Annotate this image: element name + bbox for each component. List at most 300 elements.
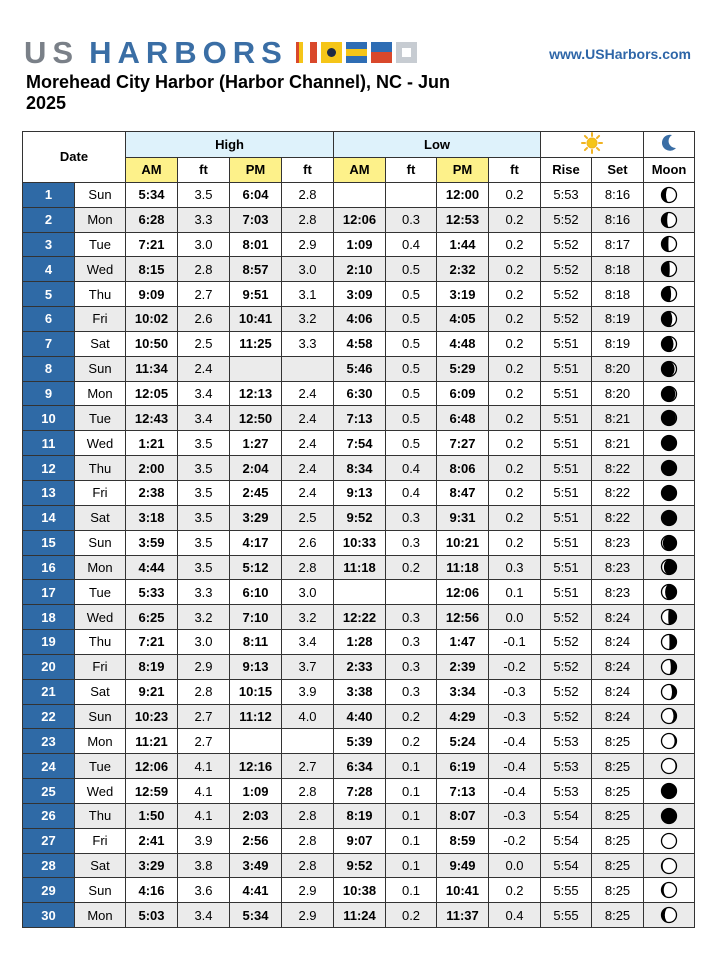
high-pm-height-cell: 2.8 <box>282 803 334 828</box>
table-row <box>23 406 695 431</box>
day-of-week-cell: Wed <box>75 431 126 456</box>
low-pm-time-cell: 5:29 <box>437 356 489 381</box>
low-am-time-cell: 5:46 <box>334 356 386 381</box>
day-of-week-cell: Thu <box>75 630 126 655</box>
high-am-time-cell: 3:59 <box>126 530 178 555</box>
low-am-time-cell: 12:22 <box>334 605 386 630</box>
high-pm-time-cell: 9:51 <box>230 282 282 307</box>
logo-harbors: HARBORS <box>89 34 288 70</box>
moon-phase-cell <box>644 654 695 679</box>
sunset-cell: 8:25 <box>592 754 644 779</box>
day-of-week-cell: Mon <box>75 381 126 406</box>
moon-phase-cell <box>644 505 695 530</box>
high-pm-height-cell: 2.8 <box>282 182 334 207</box>
day-of-week-cell: Mon <box>75 729 126 754</box>
high-pm-height-cell: 2.8 <box>282 207 334 232</box>
page-title: Morehead City Harbor (Harbor Channel), NC - Jun 2025 <box>26 72 451 113</box>
low-pm-time-cell: 10:21 <box>437 530 489 555</box>
moon-phase-cell <box>644 630 695 655</box>
table-row <box>23 580 695 605</box>
low-pm-time-cell: 6:09 <box>437 381 489 406</box>
day-of-week-cell: Fri <box>75 654 126 679</box>
high-am-height-cell: 3.4 <box>178 406 230 431</box>
high-am-time-cell: 9:21 <box>126 679 178 704</box>
moon-phase-icon <box>660 732 678 750</box>
low-pm-height-cell: 0.2 <box>489 530 541 555</box>
high-am-height-cell: 2.7 <box>178 704 230 729</box>
moon-phase-icon <box>660 782 678 800</box>
day-of-week-cell: Sun <box>75 878 126 903</box>
low-pm-time-cell: 9:31 <box>437 505 489 530</box>
table-row <box>23 704 695 729</box>
low-am-height-cell: 0.3 <box>386 530 437 555</box>
low-pm-height-cell: 0.2 <box>489 431 541 456</box>
day-of-week-cell: Thu <box>75 282 126 307</box>
low-am-time-cell <box>334 182 386 207</box>
moon-phase-icon <box>660 583 678 601</box>
low-pm-header: PM <box>437 158 489 183</box>
sunset-cell: 8:25 <box>592 903 644 928</box>
moon-phase-icon <box>660 608 678 626</box>
high-pm-time-cell: 5:12 <box>230 555 282 580</box>
high-pm-time-cell: 4:41 <box>230 878 282 903</box>
high-am-height-cell: 4.1 <box>178 779 230 804</box>
sunrise-cell: 5:54 <box>541 803 592 828</box>
table-row <box>23 505 695 530</box>
table-row <box>23 232 695 257</box>
high-pm-height-cell: 2.4 <box>282 406 334 431</box>
high-am-time-cell: 4:44 <box>126 555 178 580</box>
low-am-height-cell: 0.3 <box>386 505 437 530</box>
low-pm-height-cell: 0.2 <box>489 331 541 356</box>
high-pm-height-cell: 2.9 <box>282 903 334 928</box>
day-number-cell: 12 <box>23 456 75 481</box>
low-pm-height-cell: 0.2 <box>489 257 541 282</box>
low-pm-height-cell: 0.2 <box>489 356 541 381</box>
high-am-height-cell: 2.7 <box>178 282 230 307</box>
high-header: High <box>126 132 334 158</box>
moon-phase-cell <box>644 232 695 257</box>
table-row <box>23 207 695 232</box>
low-am-height-cell: 0.3 <box>386 654 437 679</box>
low-am-height-cell: 0.3 <box>386 605 437 630</box>
low-am-time-cell: 4:40 <box>334 704 386 729</box>
sunrise-cell: 5:54 <box>541 853 592 878</box>
sunrise-cell: 5:55 <box>541 903 592 928</box>
day-number-cell: 25 <box>23 779 75 804</box>
high-am-time-cell: 5:34 <box>126 182 178 207</box>
high-am-time-cell: 7:21 <box>126 630 178 655</box>
low-am-height-cell: 0.4 <box>386 232 437 257</box>
day-number-cell: 17 <box>23 580 75 605</box>
day-number-cell: 1 <box>23 182 75 207</box>
table-row <box>23 654 695 679</box>
day-number-cell: 10 <box>23 406 75 431</box>
low-pm-time-cell: 7:27 <box>437 431 489 456</box>
moon-phase-cell <box>644 331 695 356</box>
table-row <box>23 630 695 655</box>
moon-phase-icon <box>660 832 678 850</box>
low-pm-time-cell: 2:32 <box>437 257 489 282</box>
sunrise-cell: 5:52 <box>541 654 592 679</box>
low-pm-height-cell: 0.2 <box>489 307 541 332</box>
high-pm-time-cell: 10:15 <box>230 679 282 704</box>
high-pm-height-cell: 2.8 <box>282 828 334 853</box>
tide-table <box>22 131 695 928</box>
high-am-height-cell: 3.5 <box>178 505 230 530</box>
sunset-cell: 8:24 <box>592 679 644 704</box>
sunset-cell: 8:19 <box>592 331 644 356</box>
sunset-cell: 8:22 <box>592 456 644 481</box>
low-pm-time-cell: 8:59 <box>437 828 489 853</box>
high-pm-height-cell: 2.8 <box>282 555 334 580</box>
low-pm-height-cell: 0.0 <box>489 605 541 630</box>
moon-phase-cell <box>644 431 695 456</box>
day-of-week-cell: Fri <box>75 828 126 853</box>
sunset-cell: 8:16 <box>592 182 644 207</box>
moon-phase-icon <box>660 857 678 875</box>
sunset-cell: 8:18 <box>592 282 644 307</box>
table-row <box>23 282 695 307</box>
low-pm-height-cell: 0.2 <box>489 182 541 207</box>
high-pm-time-cell: 5:34 <box>230 903 282 928</box>
high-pm-time-cell: 7:10 <box>230 605 282 630</box>
day-of-week-cell: Sat <box>75 679 126 704</box>
sunrise-cell: 5:52 <box>541 605 592 630</box>
low-pm-time-cell: 6:19 <box>437 754 489 779</box>
moon-phase-icon <box>660 285 678 303</box>
low-header: Low <box>334 132 541 158</box>
low-am-height-cell: 0.2 <box>386 903 437 928</box>
moon-phase-icon <box>660 633 678 651</box>
high-am-time-cell: 4:16 <box>126 878 178 903</box>
sunset-cell: 8:20 <box>592 356 644 381</box>
low-pm-height-cell: 0.2 <box>489 456 541 481</box>
moon-phase-cell <box>644 530 695 555</box>
low-pm-time-cell: 8:07 <box>437 803 489 828</box>
high-pm-time-cell: 12:16 <box>230 754 282 779</box>
low-pm-ft-header: ft <box>489 158 541 183</box>
high-am-height-cell: 3.8 <box>178 853 230 878</box>
low-pm-height-cell: 0.2 <box>489 406 541 431</box>
low-pm-time-cell: 11:37 <box>437 903 489 928</box>
day-of-week-cell: Sat <box>75 505 126 530</box>
day-of-week-cell: Mon <box>75 555 126 580</box>
high-am-height-cell: 3.5 <box>178 456 230 481</box>
low-am-time-cell: 9:07 <box>334 828 386 853</box>
sunset-cell: 8:24 <box>592 704 644 729</box>
moon-phase-cell <box>644 257 695 282</box>
moon-phase-cell <box>644 480 695 505</box>
high-am-time-cell: 7:21 <box>126 232 178 257</box>
high-pm-time-cell: 8:11 <box>230 630 282 655</box>
crescent-moon-icon <box>659 133 679 153</box>
table-row <box>23 431 695 456</box>
high-pm-time-cell: 4:17 <box>230 530 282 555</box>
high-pm-time-cell: 9:13 <box>230 654 282 679</box>
high-am-time-cell: 6:25 <box>126 605 178 630</box>
day-of-week-cell: Sun <box>75 182 126 207</box>
table-row <box>23 605 695 630</box>
sunrise-cell: 5:51 <box>541 505 592 530</box>
day-of-week-cell: Fri <box>75 480 126 505</box>
high-am-time-cell: 1:21 <box>126 431 178 456</box>
low-pm-time-cell: 4:48 <box>437 331 489 356</box>
low-am-height-cell: 0.5 <box>386 406 437 431</box>
date-header: Date <box>23 132 126 183</box>
low-am-height-cell: 0.4 <box>386 456 437 481</box>
high-pm-height-cell: 2.4 <box>282 381 334 406</box>
low-pm-height-cell: 0.4 <box>489 903 541 928</box>
high-pm-time-cell: 7:03 <box>230 207 282 232</box>
low-am-height-cell: 0.1 <box>386 754 437 779</box>
high-am-time-cell: 11:34 <box>126 356 178 381</box>
high-pm-height-cell: 3.1 <box>282 282 334 307</box>
high-am-height-cell: 3.3 <box>178 207 230 232</box>
table-row <box>23 903 695 928</box>
low-pm-height-cell: 0.0 <box>489 853 541 878</box>
table-row <box>23 456 695 481</box>
moon-phase-cell <box>644 555 695 580</box>
day-number-cell: 24 <box>23 754 75 779</box>
low-am-time-cell: 2:33 <box>334 654 386 679</box>
day-number-cell: 6 <box>23 307 75 332</box>
day-number-cell: 4 <box>23 257 75 282</box>
ushararbors-logo <box>24 34 417 70</box>
high-am-time-cell: 2:00 <box>126 456 178 481</box>
high-pm-height-cell: 2.9 <box>282 878 334 903</box>
low-pm-height-cell: 0.3 <box>489 555 541 580</box>
table-row <box>23 182 695 207</box>
high-pm-time-cell: 2:04 <box>230 456 282 481</box>
low-pm-height-cell: -0.4 <box>489 729 541 754</box>
low-am-height-cell: 0.1 <box>386 853 437 878</box>
high-am-height-cell: 2.5 <box>178 331 230 356</box>
sunset-cell: 8:19 <box>592 307 644 332</box>
day-number-cell: 11 <box>23 431 75 456</box>
high-pm-time-cell: 2:03 <box>230 803 282 828</box>
sunrise-cell: 5:51 <box>541 431 592 456</box>
sun-header <box>541 132 644 158</box>
sunrise-cell: 5:53 <box>541 754 592 779</box>
table-row <box>23 754 695 779</box>
low-pm-time-cell: 8:47 <box>437 480 489 505</box>
table-row <box>23 853 695 878</box>
table-row <box>23 555 695 580</box>
high-pm-height-cell: 2.5 <box>282 505 334 530</box>
moon-phase-icon <box>660 881 678 899</box>
moon-phase-cell <box>644 580 695 605</box>
low-pm-height-cell: -0.3 <box>489 704 541 729</box>
day-of-week-cell: Sun <box>75 356 126 381</box>
nautical-flags-icon <box>296 42 417 63</box>
sunrise-cell: 5:51 <box>541 555 592 580</box>
low-am-height-cell: 0.3 <box>386 630 437 655</box>
table-row <box>23 828 695 853</box>
sunset-cell: 8:25 <box>592 729 644 754</box>
high-am-time-cell: 9:09 <box>126 282 178 307</box>
high-pm-time-cell: 12:13 <box>230 381 282 406</box>
sunrise-cell: 5:54 <box>541 828 592 853</box>
high-am-height-cell: 3.0 <box>178 630 230 655</box>
high-pm-time-cell: 12:50 <box>230 406 282 431</box>
low-pm-height-cell: -0.4 <box>489 754 541 779</box>
high-pm-time-cell: 1:09 <box>230 779 282 804</box>
low-am-time-cell: 3:09 <box>334 282 386 307</box>
high-am-time-cell: 8:15 <box>126 257 178 282</box>
sunrise-cell: 5:53 <box>541 182 592 207</box>
table-row <box>23 878 695 903</box>
low-pm-time-cell: 12:53 <box>437 207 489 232</box>
high-pm-time-cell: 11:12 <box>230 704 282 729</box>
sunset-cell: 8:21 <box>592 431 644 456</box>
high-am-height-cell: 4.1 <box>178 754 230 779</box>
high-am-height-cell: 2.4 <box>178 356 230 381</box>
sunrise-cell: 5:51 <box>541 381 592 406</box>
high-pm-time-cell: 2:56 <box>230 828 282 853</box>
low-am-time-cell: 10:33 <box>334 530 386 555</box>
high-pm-ft-header: ft <box>282 158 334 183</box>
high-pm-time-cell: 8:01 <box>230 232 282 257</box>
day-of-week-cell: Mon <box>75 903 126 928</box>
high-am-height-cell: 3.5 <box>178 182 230 207</box>
low-am-time-cell: 8:34 <box>334 456 386 481</box>
table-row <box>23 779 695 804</box>
day-of-week-cell: Wed <box>75 605 126 630</box>
high-am-height-cell: 3.0 <box>178 232 230 257</box>
low-pm-time-cell: 11:18 <box>437 555 489 580</box>
low-pm-height-cell: 0.2 <box>489 480 541 505</box>
high-am-time-cell: 12:43 <box>126 406 178 431</box>
low-pm-time-cell: 10:41 <box>437 878 489 903</box>
sunrise-cell: 5:52 <box>541 257 592 282</box>
sunrise-cell: 5:51 <box>541 456 592 481</box>
high-am-height-cell: 3.5 <box>178 530 230 555</box>
low-pm-height-cell: -0.2 <box>489 828 541 853</box>
table-row <box>23 257 695 282</box>
moon-phase-icon <box>660 310 678 328</box>
sunset-cell: 8:16 <box>592 207 644 232</box>
day-of-week-cell: Thu <box>75 456 126 481</box>
table-row <box>23 530 695 555</box>
high-pm-height-cell: 3.2 <box>282 605 334 630</box>
low-pm-height-cell: -0.1 <box>489 630 541 655</box>
high-pm-height-cell: 2.8 <box>282 853 334 878</box>
sunset-header: Set <box>592 158 644 183</box>
high-pm-height-cell: 3.0 <box>282 257 334 282</box>
day-number-cell: 14 <box>23 505 75 530</box>
moon-phase-cell <box>644 356 695 381</box>
sunrise-cell: 5:51 <box>541 530 592 555</box>
sunset-cell: 8:24 <box>592 630 644 655</box>
high-pm-height-cell: 2.7 <box>282 754 334 779</box>
low-am-height-cell: 0.1 <box>386 803 437 828</box>
moon-phase-cell <box>644 406 695 431</box>
sunrise-header: Rise <box>541 158 592 183</box>
high-am-time-cell: 5:33 <box>126 580 178 605</box>
high-am-time-cell: 2:41 <box>126 828 178 853</box>
day-of-week-cell: Sat <box>75 331 126 356</box>
moon-phase-icon <box>660 906 678 924</box>
low-am-time-cell: 9:52 <box>334 505 386 530</box>
moon-phase-cell <box>644 207 695 232</box>
sunset-cell: 8:24 <box>592 654 644 679</box>
low-am-time-cell: 1:28 <box>334 630 386 655</box>
high-am-height-cell: 3.4 <box>178 903 230 928</box>
high-pm-height-cell: 4.0 <box>282 704 334 729</box>
moon-phase-icon <box>660 459 678 477</box>
low-am-time-cell: 5:39 <box>334 729 386 754</box>
moon-phase-icon <box>660 484 678 502</box>
high-pm-time-cell: 6:10 <box>230 580 282 605</box>
high-pm-time-cell: 2:45 <box>230 480 282 505</box>
sunset-cell: 8:23 <box>592 555 644 580</box>
day-of-week-cell: Sun <box>75 704 126 729</box>
site-url-link[interactable]: www.USHarbors.com <box>549 46 691 62</box>
day-of-week-cell: Tue <box>75 406 126 431</box>
low-pm-height-cell: 0.1 <box>489 580 541 605</box>
low-pm-time-cell: 3:19 <box>437 282 489 307</box>
low-am-height-cell: 0.5 <box>386 381 437 406</box>
high-pm-height-cell: 3.7 <box>282 654 334 679</box>
sunrise-cell: 5:53 <box>541 729 592 754</box>
day-number-cell: 2 <box>23 207 75 232</box>
high-pm-height-cell: 3.2 <box>282 307 334 332</box>
sunset-cell: 8:22 <box>592 505 644 530</box>
high-pm-height-cell: 2.6 <box>282 530 334 555</box>
day-number-cell: 8 <box>23 356 75 381</box>
moon-phase-cell <box>644 803 695 828</box>
day-number-cell: 13 <box>23 480 75 505</box>
high-am-height-cell: 3.5 <box>178 431 230 456</box>
high-am-time-cell: 12:06 <box>126 754 178 779</box>
low-am-time-cell: 11:18 <box>334 555 386 580</box>
low-am-height-cell <box>386 580 437 605</box>
low-pm-time-cell: 12:00 <box>437 182 489 207</box>
moon-phase-icon <box>660 434 678 452</box>
low-am-time-cell: 9:13 <box>334 480 386 505</box>
low-am-height-cell: 0.2 <box>386 729 437 754</box>
sunrise-cell: 5:51 <box>541 480 592 505</box>
logo-us: US <box>24 34 80 70</box>
sun-icon <box>581 132 603 154</box>
low-am-height-cell: 0.5 <box>386 331 437 356</box>
day-number-cell: 27 <box>23 828 75 853</box>
moon-phase-icon <box>660 385 678 403</box>
high-pm-time-cell: 3:49 <box>230 853 282 878</box>
moon-header <box>644 132 695 158</box>
high-am-time-cell: 3:18 <box>126 505 178 530</box>
moon-phase-cell <box>644 729 695 754</box>
low-am-time-cell: 12:06 <box>334 207 386 232</box>
low-pm-time-cell: 1:47 <box>437 630 489 655</box>
low-am-height-cell: 0.3 <box>386 207 437 232</box>
low-pm-time-cell: 2:39 <box>437 654 489 679</box>
sunrise-cell: 5:52 <box>541 207 592 232</box>
day-of-week-cell: Tue <box>75 232 126 257</box>
table-row <box>23 331 695 356</box>
table-row <box>23 729 695 754</box>
high-pm-height-cell: 2.9 <box>282 232 334 257</box>
high-pm-height-cell: 3.4 <box>282 630 334 655</box>
high-pm-height-cell: 3.3 <box>282 331 334 356</box>
high-am-time-cell: 2:38 <box>126 480 178 505</box>
sunrise-cell: 5:52 <box>541 232 592 257</box>
high-am-height-cell: 2.7 <box>178 729 230 754</box>
moon-phase-icon <box>660 409 678 427</box>
moon-phase-icon <box>660 707 678 725</box>
day-number-cell: 26 <box>23 803 75 828</box>
